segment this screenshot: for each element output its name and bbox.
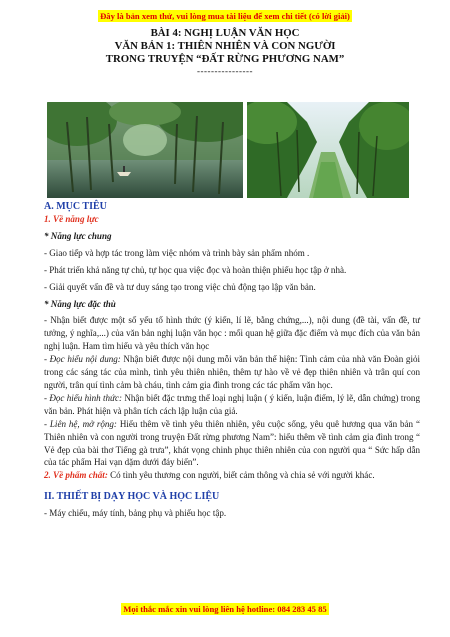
connection-item <box>44 418 420 470</box>
form-reading-item <box>44 392 420 418</box>
section-b-heading: II. THIẾT BỊ DẠY HỌC VÀ HỌC LIỆU <box>44 491 220 503</box>
content-reading-text: Nhận biết được nội dung mỗi văn bản thể hiện: Tình cảm của nhà văn Đoàn giỏi trong các sáng tác của mình, tình yêu thiên nhiên, thêm tự hào về vẻ đẹp thiên nhiên và trân quí con người, trân quí tình cảm bà cháu, tình cảm gia đình trong các tác phẩm văn học. <box>44 354 421 390</box>
general-item-3: - Giải quyết vấn đề và tư duy sáng tạo trong việc chủ động tạo lập văn bản. <box>44 281 316 292</box>
connection-text: Hiểu thêm về tình yêu thiên nhiên, yêu cuộc sống, yêu quê hương qua văn bản “ Thiên nhiên và con người trong truyện Đất rừng phương Nam”: hiểu thêm về tình cảm gia đình trong “ Vẻ đẹp của bài thơ Tiếng gà trưa”, khát vọng chinh phục thiên nhiên của con người qua “ Sức hấp dẫn của tác phẩm Hai vạn dặm dưới đáy biển”. <box>44 418 420 468</box>
mangrove-canal-photo <box>47 102 243 198</box>
document-body <box>44 200 420 520</box>
equipment-item: - Máy chiếu, máy tính, bảng phụ và phiếu học tập. <box>44 508 227 519</box>
subsection-capability-heading: 1. Về năng lực <box>44 214 99 224</box>
quality-label: 2. Về phẩm chất: <box>44 470 108 481</box>
preview-notice-text: Đây là bản xem thử, vui lòng mua tài liệu để xem chi tiết (có lời giải) <box>100 11 350 21</box>
connection-label: - Liên hệ, mở rộng: <box>44 418 117 429</box>
forest-river-photo <box>247 102 409 198</box>
title-divider: ---------------- <box>197 66 253 76</box>
preview-notice-banner <box>0 6 450 24</box>
quality-item <box>44 469 420 482</box>
general-item-1: - Giao tiếp và hợp tác trong làm việc nhóm và trình bày sản phẩm nhóm . <box>44 247 310 258</box>
content-reading-label: - Đọc hiểu nội dung: <box>44 354 121 365</box>
lesson-title-block <box>0 27 450 77</box>
hotline-footer <box>0 599 450 617</box>
general-capability-heading: * Năng lực chung <box>44 230 112 241</box>
specific-capability-heading: * Năng lực đặc thù <box>44 298 116 309</box>
general-item-2: - Phát triển khả năng tự chủ, tự học qua việc đọc và hoàn thiện phiếu học tập ở nhà. <box>44 264 347 275</box>
specific-intro: - Nhận biết được một số yếu tố hình thức (ý kiến, lí lẽ, bằng chứng,...), nội dung (đề tài, vấn đề, tư tưởng, ý nghĩa,...) của văn bản nghị luận văn học : mối quan hệ giữa đặc điểm và mục đích của văn bản nghị luận. Ham tìm hiểu và yêu thích văn học <box>44 315 420 352</box>
lesson-title: BÀI 4: NGHỊ LUẬN VĂN HỌC <box>150 27 300 39</box>
form-reading-text: Nhận biết đặc trưng thể loại nghị luận ( ý kiến, luận điểm, lý lẽ, dẫn chứng) trong văn bản. Phát hiện và phân tích cách lập luận của giả. <box>44 392 420 416</box>
hotline-text: Mọi thắc mắc xin vui lòng liên hệ hotline: 084 283 45 85 <box>123 604 327 614</box>
text-title: VĂN BẢN 1: THIÊN NHIÊN VÀ CON NGƯỜI <box>114 40 336 52</box>
quality-text: Có tình yêu thương con người, biết cảm thông và chia sẻ với người khác. <box>107 470 375 481</box>
section-a-heading: A. MỤC TIÊU <box>44 201 107 212</box>
content-reading-item <box>44 353 420 392</box>
form-reading-label: - Đọc hiểu hình thức: <box>44 392 123 403</box>
text-subtitle: TRONG TRUYỆN “ĐẤT RỪNG PHƯƠNG NAM” <box>105 53 345 65</box>
